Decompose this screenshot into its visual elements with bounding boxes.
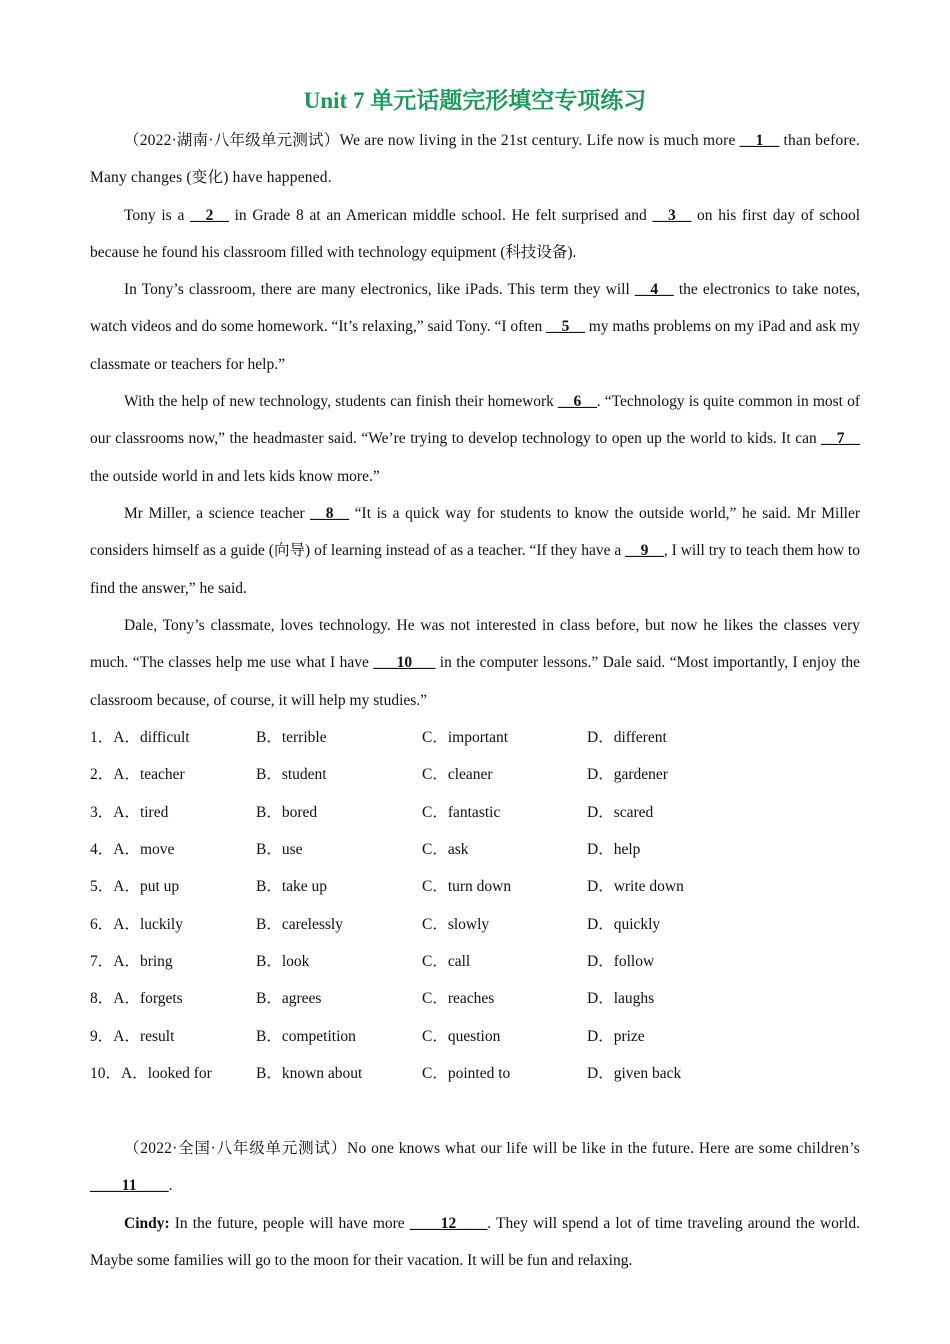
question-1-options — [90, 725, 860, 751]
option-d: D．laughs — [587, 990, 655, 1007]
option-a: 2．A．teacher — [90, 766, 185, 783]
question-4-options — [90, 837, 860, 863]
option-b: B．bored — [256, 804, 318, 821]
option-d: D．write down — [587, 878, 684, 895]
question-7-options — [90, 949, 860, 975]
option-b: B．carelessly — [256, 916, 343, 933]
option-b: B．student — [256, 766, 327, 783]
option-b: B．look — [256, 953, 310, 970]
option-b: B．known about — [256, 1065, 363, 1082]
option-c: C．ask — [422, 841, 469, 858]
question-2-options — [90, 762, 860, 788]
option-d: D．follow — [587, 953, 655, 970]
option-a: 6．A．luckily — [90, 916, 183, 933]
passage1-paragraph-4: With the help of new technology, students can finish their homework __6__. “Technology is quite common in most of our classrooms now,” the headmaster said. “We’re trying to develop technology to open up the world to kids. It can __7__ the outside world in and lets kids know more.” — [90, 393, 860, 485]
option-c: C．question — [422, 1028, 501, 1045]
option-d: D．help — [587, 841, 641, 858]
option-d: D．gardener — [587, 766, 668, 783]
passage1-paragraph-2: Tony is a __2__ in Grade 8 at an American middle school. He felt surprised and __3__ on his first day of school because he found his classroom filled with technology equipment (科技设备). — [90, 207, 860, 262]
option-c: C．important — [422, 729, 509, 746]
passage1-paragraph-1: （2022·湖南·八年级单元测试）We are now living in the 21st century. Life now is much more __1__ than before. Many changes (变化) have happened. — [90, 132, 860, 187]
question-10-options — [90, 1061, 860, 1087]
speaker-name: Cindy: — [124, 1215, 170, 1232]
blank-3: __3__ — [652, 207, 692, 224]
blank-10: ___10___ — [373, 654, 436, 672]
option-a: 3．A．tired — [90, 804, 169, 821]
option-d: D．different — [587, 729, 667, 746]
question-8-options — [90, 986, 860, 1012]
option-a: 7．A．bring — [90, 953, 173, 970]
option-c: C．call — [422, 953, 471, 970]
option-c: C．pointed to — [422, 1065, 511, 1082]
option-b: B．use — [256, 841, 303, 858]
question-5-options — [90, 874, 860, 900]
blank-5: __5__ — [546, 318, 585, 336]
option-a: 9．A．result — [90, 1028, 175, 1045]
option-b: B．competition — [256, 1028, 356, 1045]
blank-7: __7__ — [821, 430, 860, 448]
blank-4: __4__ — [634, 281, 674, 298]
blank-9: __9__ — [625, 542, 664, 560]
blank-1: __1__ — [739, 132, 780, 149]
page-title: Unit 7 单元话题完形填空专项练习 — [303, 88, 647, 113]
option-a: 5．A．put up — [90, 878, 180, 895]
option-c: C．cleaner — [422, 766, 493, 783]
option-c: C．turn down — [422, 878, 512, 895]
passage1-paragraph-5: Mr Miller, a science teacher __8__ “It is a quick way for students to know the outside world,” he said. Mr Miller considers himself as a guide (向导) of learning instead of as a teacher. “If they have a __9__, I will try to teach them how to find the answer,” he said. — [90, 505, 860, 597]
blank-11: ____11____ — [90, 1177, 169, 1195]
option-b: B．terrible — [256, 729, 327, 746]
option-c: C．fantastic — [422, 804, 501, 821]
blank-2: __2__ — [190, 207, 229, 224]
option-b: B．agrees — [256, 990, 322, 1007]
blank-8: __8__ — [310, 505, 350, 522]
option-a: 10．A．looked for — [90, 1065, 212, 1082]
option-d: D．prize — [587, 1028, 645, 1045]
blank-12: ____12____ — [409, 1215, 488, 1232]
option-b: B．take up — [256, 878, 328, 895]
option-d: D．quickly — [587, 916, 661, 933]
passage1-paragraph-6: Dale, Tony’s classmate, loves technology. He was not interested in class before, but now he likes the classes very much. “The classes help me use what I have ___10___ in the computer lessons.” Dale said. “Most importantly, I enjoy the classroom because, of course, it will help my studies.” — [90, 617, 861, 709]
blank-6: __6__ — [558, 393, 597, 410]
option-d: D．scared — [587, 804, 654, 821]
question-9-options — [90, 1024, 860, 1050]
option-a: 4．A．move — [90, 841, 175, 858]
option-a: 1．A．difficult — [90, 729, 190, 746]
option-c: C．reaches — [422, 990, 495, 1007]
option-a: 8．A．forgets — [90, 990, 183, 1007]
question-3-options — [90, 800, 860, 826]
option-c: C．slowly — [422, 916, 490, 933]
passage1-paragraph-3: In Tony’s classroom, there are many electronics, like iPads. This term they will __4__ the electronics to take notes, watch videos and do some homework. “It’s relaxing,” said Tony. “I often __5__ my maths problems on my iPad and ask my classmate or teachers for help.” — [90, 281, 861, 373]
question-6-options — [90, 912, 860, 938]
option-d: D．given back — [587, 1065, 682, 1082]
passage2-paragraph-1: （2022·全国·八年级单元测试）No one knows what our life will be like in the future. Here are some children’s ____11____. — [90, 1140, 860, 1195]
passage2-paragraph-2: Cindy: In the future, people will have more ____12____. They will spend a lot of time traveling around the world. Maybe some families will go to the moon for their vacation. It will be fun and relaxing. — [90, 1215, 860, 1270]
